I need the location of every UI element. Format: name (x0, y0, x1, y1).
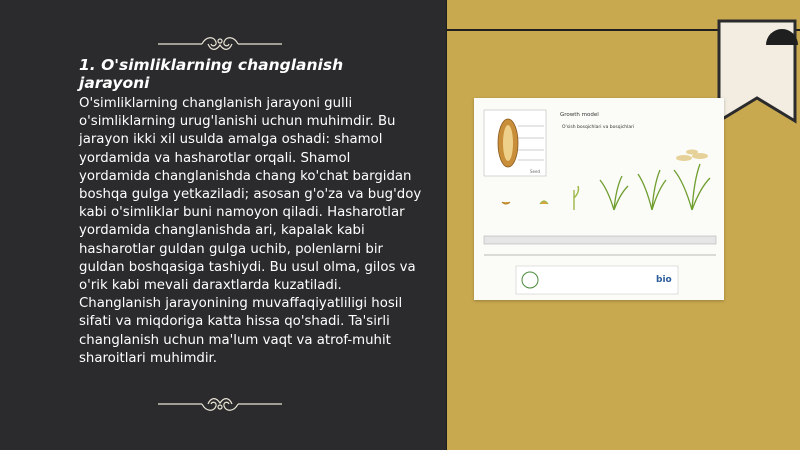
ornament-bottom-icon (156, 393, 284, 415)
bookmark-icon (716, 18, 798, 124)
slide-body-text: O'simliklarning changlanish jarayoni gulli o'simliklarning urug'lanishi uchun muhimdir. Bu jarayon ikki xil usulda amalga oshadi: shamol yordamida va hasharotlar orqali. Shamol yordamida changlanishda chang ko'chat bargidan boshqa gulga yetkaziladi; asosan g'o'za va bug'doy kabi o'simliklar buni namoyon qiladi. Hasharotlar yordamida changlanishda ari, kapalak kabi hasharotlar guldan gulga uchib, polenlarni bir guldan boshqasiga tashiydi. Bu usul olma, gilos va o'rik kabi mevali daraxtlarda kuzatiladi. Changlanish jarayonining muvaffaqiyatliligi hosil sifati va miqdoriga katta hissa qo'shadi. Ta'sirli changlanish uchun ma'lum vaqt va atrof-muhit sharoitlari muhimdir. (79, 96, 422, 366)
growth-stages-figure (474, 98, 724, 300)
slide-title: 1. O'simliklarning changlanish jarayoni (79, 56, 344, 92)
vertical-divider-line (446, 0, 447, 450)
figure-subtitle: O'sish bosqichlari va bosqichlari (562, 125, 635, 130)
growth-stages-illustration (474, 98, 724, 300)
svg-text:Seed: Seed (530, 169, 540, 174)
figure-header: Growth model (560, 112, 599, 118)
ornament-top-icon (156, 33, 284, 55)
figure-logo: bio (656, 275, 672, 285)
